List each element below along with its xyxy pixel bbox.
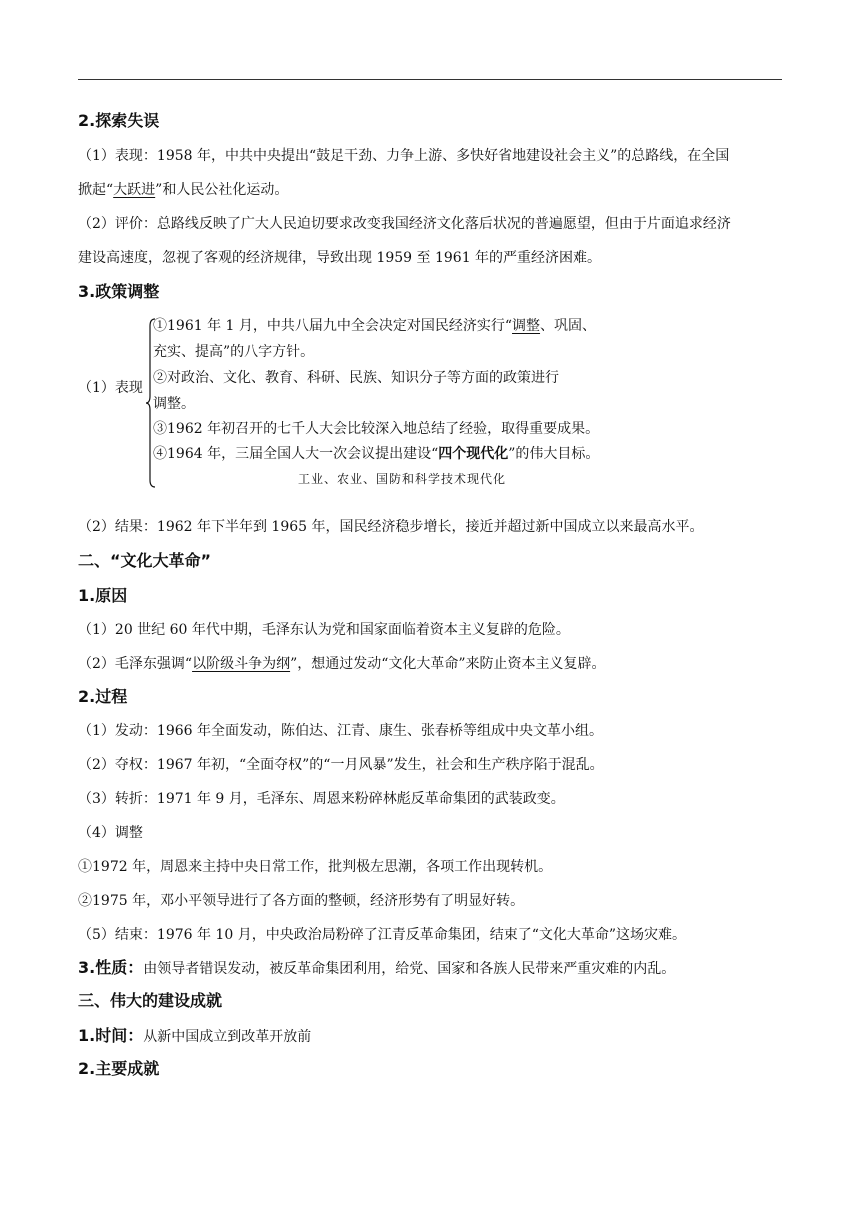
- subsection-title-cause: 1.原因: [78, 586, 128, 605]
- time-label: 1.时间：: [78, 1026, 144, 1045]
- process-adjustment: （4）调整: [78, 825, 143, 841]
- section-title-explore-mistakes: 2.探索失误: [78, 111, 160, 130]
- adjustment-item-1-line-2: 充实、提高”的八字方针。: [153, 344, 315, 360]
- adjustment-item-1-line-1: ①1961 年 1 月，中共八届九中全会决定对国民经济实行“调整、巩固、: [153, 318, 597, 334]
- evaluation-line-1: （2）评价：总路线反映了广大人民迫切要求改变我国经济文化落后状况的普遍愿望，但由于片面追求经济: [78, 216, 731, 232]
- section-title-policy-adjustment: 3.政策调整: [78, 282, 160, 301]
- adjustment-item-2-line-2: 调整。: [153, 396, 195, 412]
- adjustment-item-3: ③1962 年初召开的七千人大会比较深入地总结了经验，取得重要成果。: [153, 421, 600, 437]
- process-turning-point: （3）转折：1971 年 9 月，毛泽东、周恩来粉碎林彪反革命集团的武装政变。: [78, 791, 565, 807]
- adjustment-result: （2）结果：1962 年下半年到 1965 年，国民经济稳步增长，接近并超过新中国成立以来最高水平。: [78, 519, 704, 535]
- nature-label: 3.性质：: [78, 958, 144, 977]
- process-seize-power: （2）夺权：1967 年初，“全面夺权”的“一月风暴”发生，社会和生产秩序陷于混乱。: [78, 757, 604, 773]
- nature-line: 3.性质：由领导者错误发动，被反革命集团利用，给党、国家和各族人民带来严重灾难的内乱。: [78, 958, 676, 977]
- subsection-title-process: 2.过程: [78, 687, 128, 706]
- time-line: 1.时间：从新中国成立到改革开放前: [78, 1026, 312, 1045]
- adjustment-item-4: ④1964 年，三届全国人大一次会议提出建设“四个现代化”的伟大目标。: [153, 446, 600, 462]
- process-adjustment-2: ②1975 年，邓小平领导进行了各方面的整顿，经济形势有了明显好转。: [78, 893, 525, 909]
- subsection-title-main-achievements: 2.主要成就: [78, 1059, 160, 1078]
- performance-label: （1）表现: [78, 380, 143, 396]
- great-leap-forward-term: 大跃进: [113, 182, 156, 198]
- process-adjustment-1: ①1972 年，周恩来主持中央日常工作，批判极左思潮，各项工作出现转机。: [78, 859, 553, 875]
- process-launch: （1）发动：1966 年全面发动，陈伯达、江青、康生、张春桥等组成中央文革小组。: [78, 723, 603, 739]
- adjustment-item-2-line-1: ②对政治、文化、教育、科研、民族、知识分子等方面的政策进行: [153, 370, 559, 386]
- class-struggle-term: 以阶级斗争为纲: [192, 656, 291, 672]
- section-title-achievements: 三、伟大的建设成就: [78, 991, 223, 1010]
- cause-2: （2）毛泽东强调“以阶级斗争为纲”，想通过发动“文化大革命”来防止资本主义复辟。: [78, 656, 606, 672]
- evaluation-line-2: 建设高速度，忽视了客观的经济规律，导致出现 1959 至 1961 年的严重经济困难。: [78, 250, 602, 266]
- four-modernizations-term: 四个现代化: [438, 446, 509, 462]
- four-modernizations-annotation: 工业、农业、国防和科学技术现代化: [298, 472, 507, 486]
- cause-1: （1）20 世纪 60 年代中期，毛泽东认为党和国家面临着资本主义复辟的危险。: [78, 622, 570, 638]
- header-rule: [78, 79, 782, 80]
- section-title-cultural-revolution: 二、“文化大革命”: [78, 551, 212, 570]
- process-end: （5）结束：1976 年 10 月，中央政治局粉碎了江青反革命集团，结束了“文化大革命”这场灾难。: [78, 927, 687, 943]
- performance-line-1: （1）表现：1958 年，中共中央提出“鼓足干劲、力争上游、多快好省地建设社会主义”的总路线，在全国: [78, 148, 730, 164]
- performance-line-2: 掀起“大跃进”和人民公社化运动。: [78, 182, 289, 198]
- adjustment-term: 调整: [512, 318, 541, 334]
